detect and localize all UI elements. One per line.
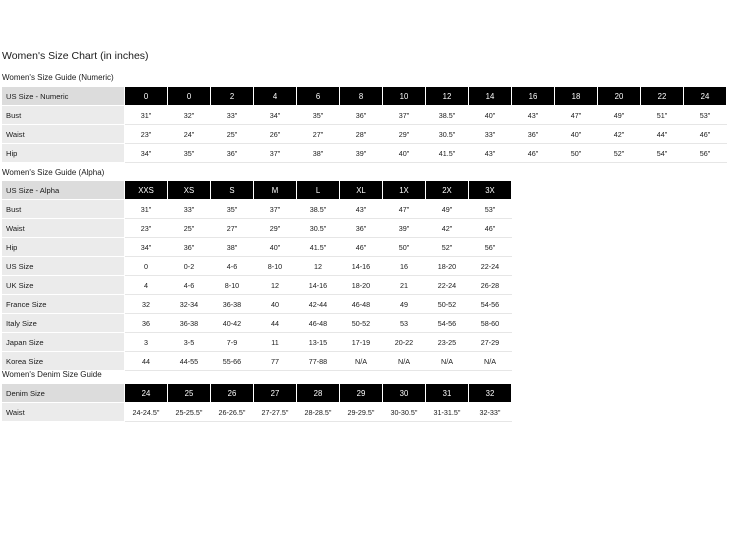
measurement-cell: 47" bbox=[555, 106, 598, 125]
size-header-cell: 12 bbox=[426, 87, 469, 106]
measurement-cell: 4-6 bbox=[211, 257, 254, 276]
size-header-cell: 31 bbox=[426, 384, 469, 403]
measurement-cell: 31-31.5" bbox=[426, 403, 469, 422]
measurement-cell: 26-28 bbox=[469, 276, 512, 295]
numeric-size-table bbox=[1, 86, 727, 163]
row-label: Waist bbox=[2, 125, 125, 144]
measurement-cell: 40 bbox=[254, 295, 297, 314]
measurement-cell: 8-10 bbox=[254, 257, 297, 276]
size-header-cell: 24 bbox=[125, 384, 168, 403]
measurement-cell: 37" bbox=[383, 106, 426, 125]
header-label: Denim Size bbox=[2, 384, 125, 403]
measurement-cell: 30-30.5" bbox=[383, 403, 426, 422]
measurement-cell: 25" bbox=[168, 219, 211, 238]
measurement-cell: 44 bbox=[125, 352, 168, 371]
row-label: Italy Size bbox=[2, 314, 125, 333]
measurement-cell: 41.5" bbox=[297, 238, 340, 257]
measurement-cell: 34" bbox=[254, 106, 297, 125]
measurement-cell: 40" bbox=[383, 144, 426, 163]
measurement-cell: 49 bbox=[383, 295, 426, 314]
row-label: UK Size bbox=[2, 276, 125, 295]
table-row bbox=[2, 219, 512, 238]
measurement-cell: 36" bbox=[340, 219, 383, 238]
measurement-cell: 34" bbox=[125, 144, 168, 163]
measurement-cell: 30.5" bbox=[426, 125, 469, 144]
measurement-cell: 46" bbox=[340, 238, 383, 257]
page-title: Women's Size Chart (in inches) bbox=[2, 50, 149, 62]
table-row bbox=[2, 276, 512, 295]
measurement-cell: 26-26.5" bbox=[211, 403, 254, 422]
measurement-cell: 54-56 bbox=[426, 314, 469, 333]
size-header-cell: 2X bbox=[426, 181, 469, 200]
size-header-cell: XXS bbox=[125, 181, 168, 200]
row-label: Bust bbox=[2, 106, 125, 125]
measurement-cell: 29" bbox=[383, 125, 426, 144]
measurement-cell: 53" bbox=[469, 200, 512, 219]
measurement-cell: 46-48 bbox=[340, 295, 383, 314]
row-label: Korea Size bbox=[2, 352, 125, 371]
measurement-cell: 43" bbox=[512, 106, 555, 125]
measurement-cell: 52" bbox=[426, 238, 469, 257]
row-label: Hip bbox=[2, 238, 125, 257]
measurement-cell: 40" bbox=[555, 125, 598, 144]
measurement-cell: 32" bbox=[168, 106, 211, 125]
measurement-cell: 30.5" bbox=[297, 219, 340, 238]
size-header-cell: 16 bbox=[512, 87, 555, 106]
measurement-cell: 22-24 bbox=[469, 257, 512, 276]
measurement-cell: 58-60 bbox=[469, 314, 512, 333]
measurement-cell: 34" bbox=[125, 238, 168, 257]
measurement-cell: 54" bbox=[641, 144, 684, 163]
size-header-cell: 4 bbox=[254, 87, 297, 106]
size-header-row bbox=[2, 181, 512, 200]
size-header-cell: XL bbox=[340, 181, 383, 200]
measurement-cell: 36" bbox=[512, 125, 555, 144]
measurement-cell: 40" bbox=[254, 238, 297, 257]
size-header-cell: 29 bbox=[340, 384, 383, 403]
measurement-cell: 38.5" bbox=[297, 200, 340, 219]
measurement-cell: N/A bbox=[426, 352, 469, 371]
measurement-cell: 36" bbox=[211, 144, 254, 163]
table-row bbox=[2, 295, 512, 314]
table-row bbox=[2, 403, 512, 422]
measurement-cell: 55-66 bbox=[211, 352, 254, 371]
measurement-cell: 56" bbox=[684, 144, 727, 163]
measurement-cell: 36" bbox=[168, 238, 211, 257]
header-label: US Size - Numeric bbox=[2, 87, 125, 106]
measurement-cell: 39" bbox=[383, 219, 426, 238]
measurement-cell: 42-44 bbox=[297, 295, 340, 314]
measurement-cell: 26" bbox=[254, 125, 297, 144]
measurement-cell: 27" bbox=[297, 125, 340, 144]
measurement-cell: 32 bbox=[125, 295, 168, 314]
measurement-cell: 22-24 bbox=[426, 276, 469, 295]
measurement-cell: 0-2 bbox=[168, 257, 211, 276]
measurement-cell: 42" bbox=[426, 219, 469, 238]
measurement-cell: 50" bbox=[555, 144, 598, 163]
size-header-cell: 0 bbox=[168, 87, 211, 106]
measurement-cell: 24" bbox=[168, 125, 211, 144]
measurement-cell: 16 bbox=[383, 257, 426, 276]
table-row bbox=[2, 257, 512, 276]
size-header-row bbox=[2, 87, 727, 106]
size-header-row bbox=[2, 384, 512, 403]
size-header-cell: XS bbox=[168, 181, 211, 200]
measurement-cell: N/A bbox=[340, 352, 383, 371]
measurement-cell: 38" bbox=[297, 144, 340, 163]
denim-guide-title: Women's Denim Size Guide bbox=[2, 370, 102, 379]
row-label: Bust bbox=[2, 200, 125, 219]
size-header-cell: L bbox=[297, 181, 340, 200]
measurement-cell: 25" bbox=[211, 125, 254, 144]
measurement-cell: 46-48 bbox=[297, 314, 340, 333]
measurement-cell: 36" bbox=[340, 106, 383, 125]
measurement-cell: 33" bbox=[211, 106, 254, 125]
measurement-cell: 27-29 bbox=[469, 333, 512, 352]
measurement-cell: 51" bbox=[641, 106, 684, 125]
table-row bbox=[2, 352, 512, 371]
measurement-cell: 3 bbox=[125, 333, 168, 352]
measurement-cell: 56" bbox=[469, 238, 512, 257]
measurement-cell: 49" bbox=[598, 106, 641, 125]
size-header-cell: 22 bbox=[641, 87, 684, 106]
measurement-cell: 17-19 bbox=[340, 333, 383, 352]
measurement-cell: N/A bbox=[469, 352, 512, 371]
measurement-cell: 7-9 bbox=[211, 333, 254, 352]
measurement-cell: 44-55 bbox=[168, 352, 211, 371]
size-header-cell: 20 bbox=[598, 87, 641, 106]
measurement-cell: 50" bbox=[383, 238, 426, 257]
measurement-cell: 14-16 bbox=[340, 257, 383, 276]
measurement-cell: 23" bbox=[125, 219, 168, 238]
size-header-cell: M bbox=[254, 181, 297, 200]
row-label: Hip bbox=[2, 144, 125, 163]
size-header-cell: 24 bbox=[684, 87, 727, 106]
measurement-cell: 38.5" bbox=[426, 106, 469, 125]
measurement-cell: 38" bbox=[211, 238, 254, 257]
table-row bbox=[2, 106, 727, 125]
row-label: Japan Size bbox=[2, 333, 125, 352]
size-header-cell: 26 bbox=[211, 384, 254, 403]
measurement-cell: 49" bbox=[426, 200, 469, 219]
table-row bbox=[2, 238, 512, 257]
measurement-cell: 27-27.5" bbox=[254, 403, 297, 422]
measurement-cell: 44 bbox=[254, 314, 297, 333]
measurement-cell: 0 bbox=[125, 257, 168, 276]
measurement-cell: 46" bbox=[684, 125, 727, 144]
table-row bbox=[2, 200, 512, 219]
measurement-cell: 43" bbox=[469, 144, 512, 163]
measurement-cell: 32-34 bbox=[168, 295, 211, 314]
measurement-cell: 33" bbox=[469, 125, 512, 144]
measurement-cell: 21 bbox=[383, 276, 426, 295]
measurement-cell: 28" bbox=[340, 125, 383, 144]
row-label: Waist bbox=[2, 219, 125, 238]
header-label: US Size - Alpha bbox=[2, 181, 125, 200]
measurement-cell: 4 bbox=[125, 276, 168, 295]
size-header-cell: S bbox=[211, 181, 254, 200]
measurement-cell: 32-33" bbox=[469, 403, 512, 422]
size-header-cell: 2 bbox=[211, 87, 254, 106]
measurement-cell: 24-24.5" bbox=[125, 403, 168, 422]
measurement-cell: 46" bbox=[512, 144, 555, 163]
measurement-cell: 11 bbox=[254, 333, 297, 352]
size-header-cell: 18 bbox=[555, 87, 598, 106]
measurement-cell: N/A bbox=[383, 352, 426, 371]
measurement-cell: 77 bbox=[254, 352, 297, 371]
denim-size-table bbox=[1, 383, 512, 422]
measurement-cell: 77-88 bbox=[297, 352, 340, 371]
measurement-cell: 27" bbox=[211, 219, 254, 238]
size-header-cell: 27 bbox=[254, 384, 297, 403]
size-header-cell: 25 bbox=[168, 384, 211, 403]
size-header-cell: 32 bbox=[469, 384, 512, 403]
size-header-cell: 10 bbox=[383, 87, 426, 106]
size-header-cell: 8 bbox=[340, 87, 383, 106]
measurement-cell: 50-52 bbox=[426, 295, 469, 314]
size-header-cell: 1X bbox=[383, 181, 426, 200]
measurement-cell: 36-38 bbox=[168, 314, 211, 333]
table-row bbox=[2, 125, 727, 144]
measurement-cell: 23-25 bbox=[426, 333, 469, 352]
size-header-cell: 28 bbox=[297, 384, 340, 403]
measurement-cell: 20-22 bbox=[383, 333, 426, 352]
measurement-cell: 37" bbox=[254, 200, 297, 219]
measurement-cell: 23" bbox=[125, 125, 168, 144]
measurement-cell: 18-20 bbox=[340, 276, 383, 295]
measurement-cell: 35" bbox=[211, 200, 254, 219]
size-header-cell: 0 bbox=[125, 87, 168, 106]
measurement-cell: 18-20 bbox=[426, 257, 469, 276]
measurement-cell: 4-6 bbox=[168, 276, 211, 295]
measurement-cell: 12 bbox=[254, 276, 297, 295]
measurement-cell: 40" bbox=[469, 106, 512, 125]
measurement-cell: 37" bbox=[254, 144, 297, 163]
size-header-cell: 3X bbox=[469, 181, 512, 200]
measurement-cell: 31" bbox=[125, 200, 168, 219]
measurement-cell: 50-52 bbox=[340, 314, 383, 333]
measurement-cell: 36-38 bbox=[211, 295, 254, 314]
measurement-cell: 39" bbox=[340, 144, 383, 163]
row-label: US Size bbox=[2, 257, 125, 276]
measurement-cell: 12 bbox=[297, 257, 340, 276]
row-label: Waist bbox=[2, 403, 125, 422]
measurement-cell: 47" bbox=[383, 200, 426, 219]
measurement-cell: 35" bbox=[297, 106, 340, 125]
measurement-cell: 33" bbox=[168, 200, 211, 219]
table-row bbox=[2, 333, 512, 352]
measurement-cell: 3-5 bbox=[168, 333, 211, 352]
measurement-cell: 41.5" bbox=[426, 144, 469, 163]
measurement-cell: 44" bbox=[641, 125, 684, 144]
measurement-cell: 31" bbox=[125, 106, 168, 125]
measurement-cell: 13-15 bbox=[297, 333, 340, 352]
table-row bbox=[2, 314, 512, 333]
measurement-cell: 14-16 bbox=[297, 276, 340, 295]
measurement-cell: 35" bbox=[168, 144, 211, 163]
measurement-cell: 29" bbox=[254, 219, 297, 238]
measurement-cell: 46" bbox=[469, 219, 512, 238]
row-label: France Size bbox=[2, 295, 125, 314]
table-row bbox=[2, 144, 727, 163]
measurement-cell: 29-29.5" bbox=[340, 403, 383, 422]
measurement-cell: 53" bbox=[684, 106, 727, 125]
measurement-cell: 54-56 bbox=[469, 295, 512, 314]
numeric-guide-title: Women's Size Guide (Numeric) bbox=[2, 73, 114, 82]
size-header-cell: 6 bbox=[297, 87, 340, 106]
size-header-cell: 14 bbox=[469, 87, 512, 106]
measurement-cell: 42" bbox=[598, 125, 641, 144]
measurement-cell: 25-25.5" bbox=[168, 403, 211, 422]
measurement-cell: 8-10 bbox=[211, 276, 254, 295]
measurement-cell: 53 bbox=[383, 314, 426, 333]
alpha-size-table bbox=[1, 180, 512, 371]
measurement-cell: 43" bbox=[340, 200, 383, 219]
measurement-cell: 28-28.5" bbox=[297, 403, 340, 422]
size-header-cell: 30 bbox=[383, 384, 426, 403]
measurement-cell: 40-42 bbox=[211, 314, 254, 333]
alpha-guide-title: Women's Size Guide (Alpha) bbox=[2, 168, 105, 177]
measurement-cell: 36 bbox=[125, 314, 168, 333]
measurement-cell: 52" bbox=[598, 144, 641, 163]
